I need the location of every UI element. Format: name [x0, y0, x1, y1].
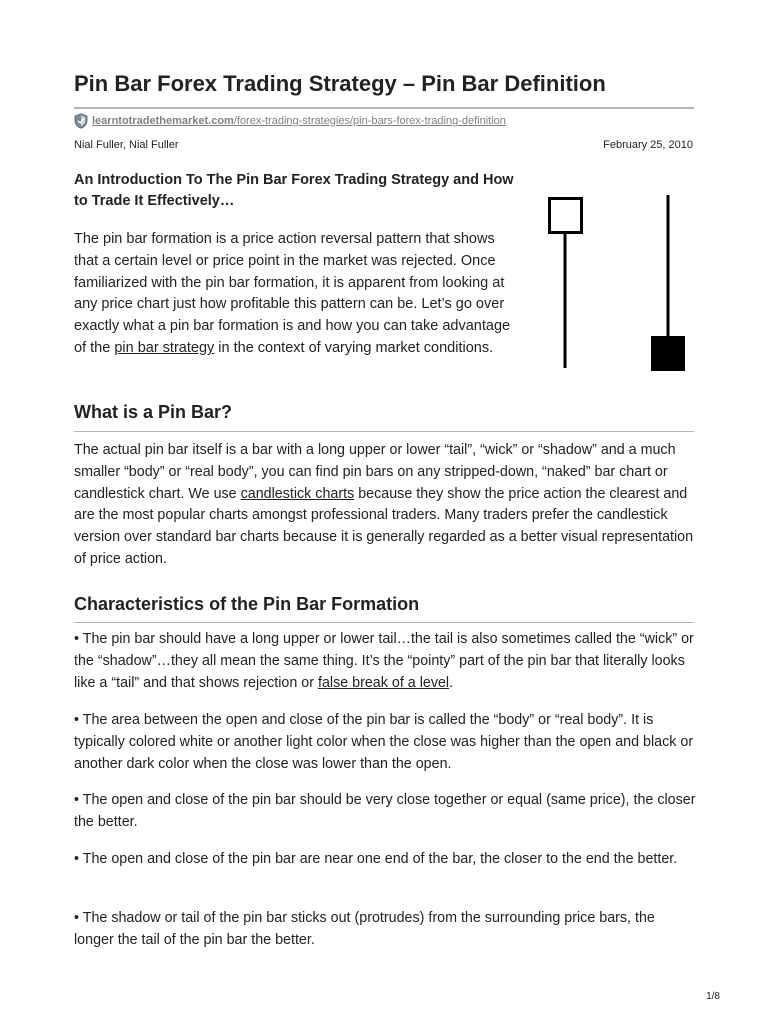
publish-date: February 25, 2010: [603, 139, 693, 151]
section-heading-what-is-pin-bar: What is a Pin Bar?: [74, 402, 233, 422]
pin-bar-illustration: [540, 190, 700, 380]
article-title: Pin Bar Forex Trading Strategy – Pin Bar Definition: [74, 71, 606, 96]
section1-text-1: The actual pin bar itself is a bar with a long upper or lower “tail”, “wick” or “shadow” and a much smaller “body” or “real body”, you can find pin bars on any stripped-down, “naked” bar chart or candlestick chart. We use: [74, 442, 676, 502]
authors: Nial Fuller, Nial Fuller: [74, 139, 179, 151]
section1-text-2: because they show the price action the clearest and are the most popular charts amongst professional traders. Many traders prefer the candlestick version over standard bar charts because it is generally regarded as a better visual representation of price action.: [74, 485, 694, 567]
bullet1-text-2: .: [449, 674, 454, 691]
page-number: 1/8: [706, 991, 720, 1002]
source-url: [74, 113, 506, 129]
intro-text-1: The pin bar formation is a price action reversal pattern that shows that a certain level or price point in the market was rejected. Once familiarized with the pin bar formation, it is apparent from looking at any price chart just how profitable this pattern can be. Let’s go over exactly what a pin bar formation is and how you can take advantage of the: [74, 231, 511, 356]
bullet-item-tail: [74, 629, 696, 694]
source-link[interactable]: [92, 115, 506, 127]
source-path: /forex-trading-strategies/pin-bars-forex-trading-definition: [233, 115, 506, 127]
bullet1-text-1: • The pin bar should have a long upper or lower tail…the tail is also sometimes called the “wick” or the “shadow”…they all mean the same thing. It’s the “pointy” part of the pin bar that literally looks like a “tail” and that shows rejection or: [74, 631, 694, 691]
bullet-item-body: • The area between the open and close of the pin bar is called the “body” or “real body”. It is typically colored white or another light color when the close was higher than the open and black or another dark color when the close was lower than the open.: [74, 712, 694, 772]
bearish-pin-bar: [651, 195, 685, 371]
bullet-item-open-close: • The open and close of the pin bar should be very close together or equal (same price), the closer the better.: [74, 792, 696, 830]
intro-heading: An Introduction To The Pin Bar Forex Trading Strategy and How to Trade It Effectively…: [74, 172, 514, 209]
section-divider: [74, 431, 694, 432]
section-divider: [74, 622, 694, 623]
intro-text-2: in the context of varying market conditions.: [214, 339, 494, 356]
what-is-pin-bar-paragraph: [74, 440, 696, 571]
bullet-item-near-end: • The open and close of the pin bar are near one end of the bar, the closer to the end the better.: [74, 851, 678, 867]
shield-icon: [74, 113, 88, 129]
title-divider: [74, 107, 694, 109]
intro-paragraph: [74, 229, 518, 360]
false-break-link[interactable]: false break of a level: [317, 674, 450, 691]
source-domain: learntotradethemarket.com: [92, 115, 234, 127]
bullish-pin-bar: [550, 199, 582, 369]
bullet-item-protrudes: • The shadow or tail of the pin bar sticks out (protrudes) from the surrounding price bars, the longer the tail of the pin bar the better.: [74, 910, 655, 948]
section-heading-characteristics: Characteristics of the Pin Bar Formation: [74, 594, 420, 614]
candlestick-charts-link[interactable]: candlestick charts: [240, 485, 355, 502]
pin-bar-strategy-link[interactable]: pin bar strategy: [114, 339, 215, 356]
